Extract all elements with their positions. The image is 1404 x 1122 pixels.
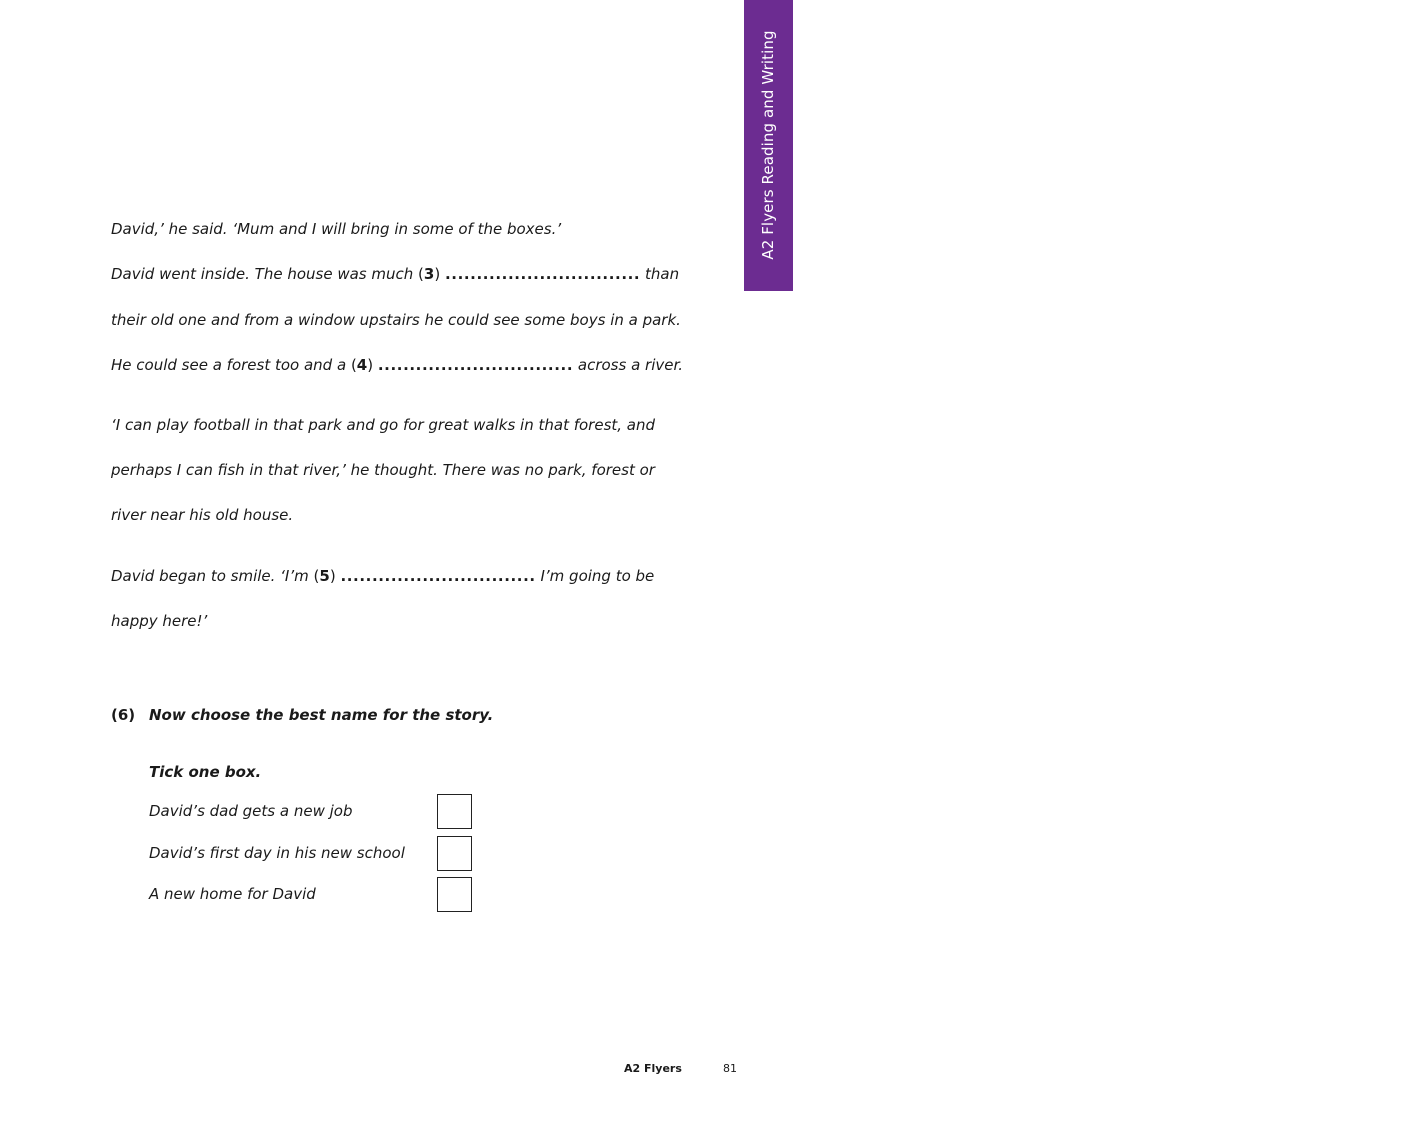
story-line-8-start: David began to smile. ‘I’m bbox=[111, 567, 314, 585]
option-1-checkbox[interactable] bbox=[437, 794, 472, 829]
gap-5-answer-line[interactable]: ............................... bbox=[340, 567, 536, 585]
story-line-1: David,’ he said. ‘Mum and I will bring in some of the boxes.’ bbox=[111, 220, 562, 238]
gap-4-number: (4) bbox=[350, 356, 374, 374]
story-line-8-end: I’m going to be bbox=[535, 567, 655, 585]
question-6-instruction: Now choose the best name for the story. bbox=[149, 706, 494, 724]
story-line-8 bbox=[111, 566, 654, 586]
gap-4-answer-line[interactable]: ............................... bbox=[377, 356, 574, 374]
story-line-4-start: He could see a forest too and a bbox=[111, 356, 351, 374]
option-3-label: A new home for David bbox=[149, 885, 316, 903]
gap-5-number: (5) bbox=[313, 567, 336, 585]
option-2-checkbox[interactable] bbox=[437, 836, 472, 871]
gap-3-number: (3) bbox=[418, 265, 441, 283]
story-line-4-end: across a river. bbox=[573, 356, 684, 374]
question-6-number: (6) bbox=[111, 706, 136, 724]
footer-title: A2 Flyers bbox=[624, 1062, 682, 1075]
story-line-2-end: than bbox=[640, 265, 680, 283]
tick-one-box-label: Tick one box. bbox=[149, 763, 262, 781]
story-line-2 bbox=[111, 264, 679, 284]
story-line-7: river near his old house. bbox=[111, 506, 294, 524]
question-6-heading bbox=[111, 705, 493, 725]
page-number: 81 bbox=[723, 1062, 737, 1075]
story-line-4 bbox=[111, 355, 683, 375]
story-line-3: their old one and from a window upstairs he could see some boys in a park. bbox=[111, 311, 681, 329]
story-line-2-start: David went inside. The house was much bbox=[111, 265, 419, 283]
option-3-checkbox[interactable] bbox=[437, 877, 472, 912]
story-line-5: ‘I can play football in that park and go for great walks in that forest, and bbox=[111, 416, 656, 434]
story-line-6: perhaps I can fish in that river,’ he thought. There was no park, forest or bbox=[111, 461, 655, 479]
option-2-label: David’s first day in his new school bbox=[149, 844, 405, 862]
gap-3-answer-line[interactable]: ............................... bbox=[444, 265, 641, 283]
side-tab-label: A2 Flyers Reading and Writing bbox=[759, 30, 777, 260]
option-1-label: David’s dad gets a new job bbox=[149, 802, 353, 820]
side-tab bbox=[744, 0, 793, 291]
story-line-9: happy here!’ bbox=[111, 612, 208, 630]
